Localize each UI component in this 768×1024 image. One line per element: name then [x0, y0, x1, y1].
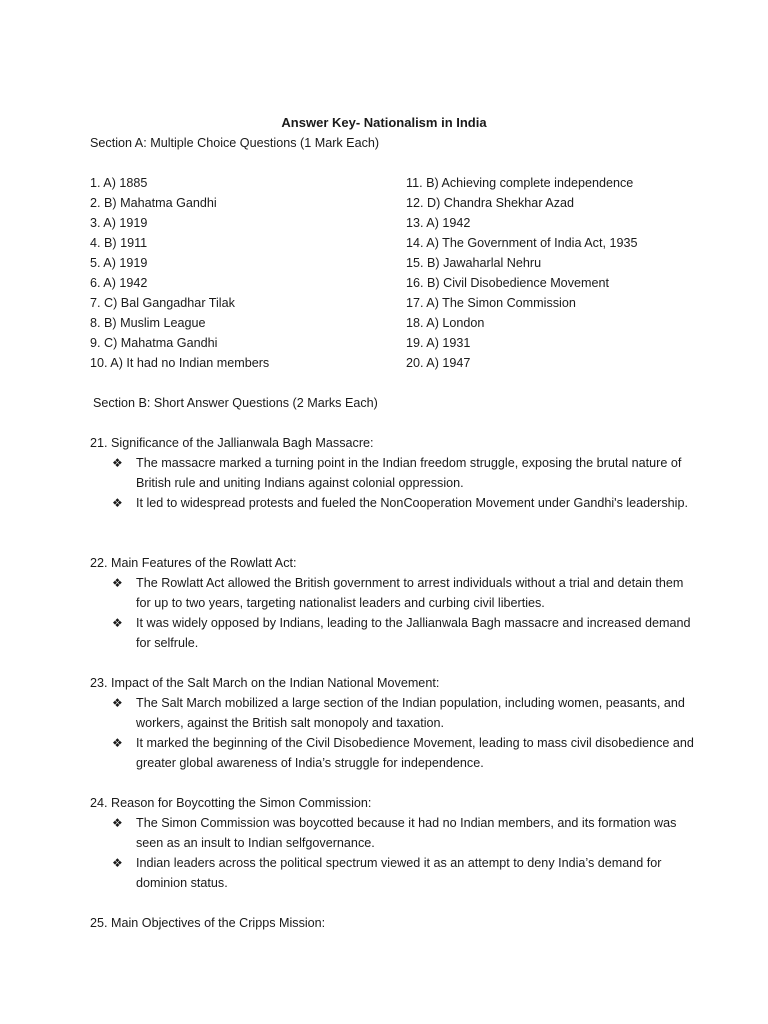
question-block-21	[90, 433, 690, 513]
answer-point	[90, 733, 696, 773]
mcq-answer: 20. A) 1947	[406, 356, 471, 370]
question-block-24	[90, 793, 690, 893]
section-b-heading: Section B: Short Answer Questions (2 Marks Each)	[93, 396, 378, 410]
mcq-answer: 9. C) Mahatma Gandhi	[90, 336, 218, 350]
mcq-answers-right-column	[406, 173, 638, 373]
mcq-answer: 16. B) Civil Disobedience Movement	[406, 276, 609, 290]
answer-point-text: It led to widespread protests and fueled the NonCooperation Movement under Gandhi's leadership.	[136, 496, 688, 510]
mcq-answers-left-column	[90, 173, 269, 373]
diamond-bullet-icon: ❖	[112, 496, 123, 510]
mcq-answer: 17. A) The Simon Commission	[406, 296, 576, 310]
answer-point	[90, 693, 696, 733]
mcq-answer: 2. B) Mahatma Gandhi	[90, 196, 217, 210]
answer-point	[90, 453, 696, 493]
diamond-bullet-icon: ❖	[112, 816, 123, 830]
mcq-answer: 13. A) 1942	[406, 216, 471, 230]
mcq-answer: 14. A) The Government of India Act, 1935	[406, 236, 638, 250]
mcq-answer: 11. B) Achieving complete independence	[406, 176, 634, 190]
answer-point-text: It marked the beginning of the Civil Disobedience Movement, leading to mass civil disobedience and greater global awareness of India’s struggle for independence.	[136, 736, 694, 770]
question-title: 22. Main Features of the Rowlatt Act:	[90, 556, 297, 570]
answer-point-text: Indian leaders across the political spectrum viewed it as an attempt to deny India’s demand for dominion status.	[136, 856, 662, 890]
question-title: 24. Reason for Boycotting the Simon Commission:	[90, 796, 372, 810]
diamond-bullet-icon: ❖	[112, 576, 123, 590]
mcq-answer: 18. A) London	[406, 316, 485, 330]
question-block-22	[90, 553, 690, 653]
answer-point-text: The Salt March mobilized a large section of the Indian population, including women, peasants, and workers, against the British salt monopoly and taxation.	[136, 696, 685, 730]
diamond-bullet-icon: ❖	[112, 736, 123, 750]
answer-point	[90, 573, 696, 613]
mcq-answer: 19. A) 1931	[406, 336, 471, 350]
question-block-23	[90, 673, 694, 773]
mcq-answer: 1. A) 1885	[90, 176, 148, 190]
mcq-answer: 5. A) 1919	[90, 256, 148, 270]
question-block-25	[90, 913, 690, 933]
diamond-bullet-icon: ❖	[112, 856, 123, 870]
answer-point	[90, 813, 696, 853]
question-title: 21. Significance of the Jallianwala Bagh Massacre:	[90, 436, 374, 450]
mcq-answer: 8. B) Muslim League	[90, 316, 206, 330]
mcq-answer: 3. A) 1919	[90, 216, 148, 230]
mcq-answer: 15. B) Jawaharlal Nehru	[406, 256, 542, 270]
answer-point-text: It was widely opposed by Indians, leading to the Jallianwala Bagh massacre and increased demand for selfrule.	[136, 616, 691, 650]
answer-point-text: The massacre marked a turning point in the Indian freedom struggle, exposing the brutal nature of British rule and uniting Indians against colonial oppression.	[136, 456, 682, 490]
mcq-answer: 12. D) Chandra Shekhar Azad	[406, 196, 575, 210]
mcq-answer: 6. A) 1942	[90, 276, 148, 290]
answer-point-text: The Rowlatt Act allowed the British government to arrest individuals without a trial and detain them for up to two years, targeting nationalist leaders and curbing civil liberties.	[136, 576, 684, 610]
diamond-bullet-icon: ❖	[112, 456, 123, 470]
section-a-heading: Section A: Multiple Choice Questions (1 Mark Each)	[90, 136, 380, 150]
mcq-answer: 4. B) 1911	[90, 236, 148, 250]
page-title: Answer Key- Nationalism in India	[281, 115, 487, 130]
mcq-answer: 10. A) It had no Indian members	[90, 356, 270, 370]
answer-point	[90, 613, 696, 653]
answer-point	[90, 853, 696, 893]
answer-point	[90, 493, 696, 513]
question-title: 23. Impact of the Salt March on the Indian National Movement:	[90, 676, 440, 690]
diamond-bullet-icon: ❖	[112, 616, 123, 630]
mcq-answer: 7. C) Bal Gangadhar Tilak	[90, 296, 235, 310]
question-title: 25. Main Objectives of the Cripps Mission:	[90, 916, 326, 930]
diamond-bullet-icon: ❖	[112, 696, 123, 710]
answer-point-text: The Simon Commission was boycotted because it had no Indian members, and its formation was seen as an insult to Indian selfgovernance.	[136, 816, 677, 850]
